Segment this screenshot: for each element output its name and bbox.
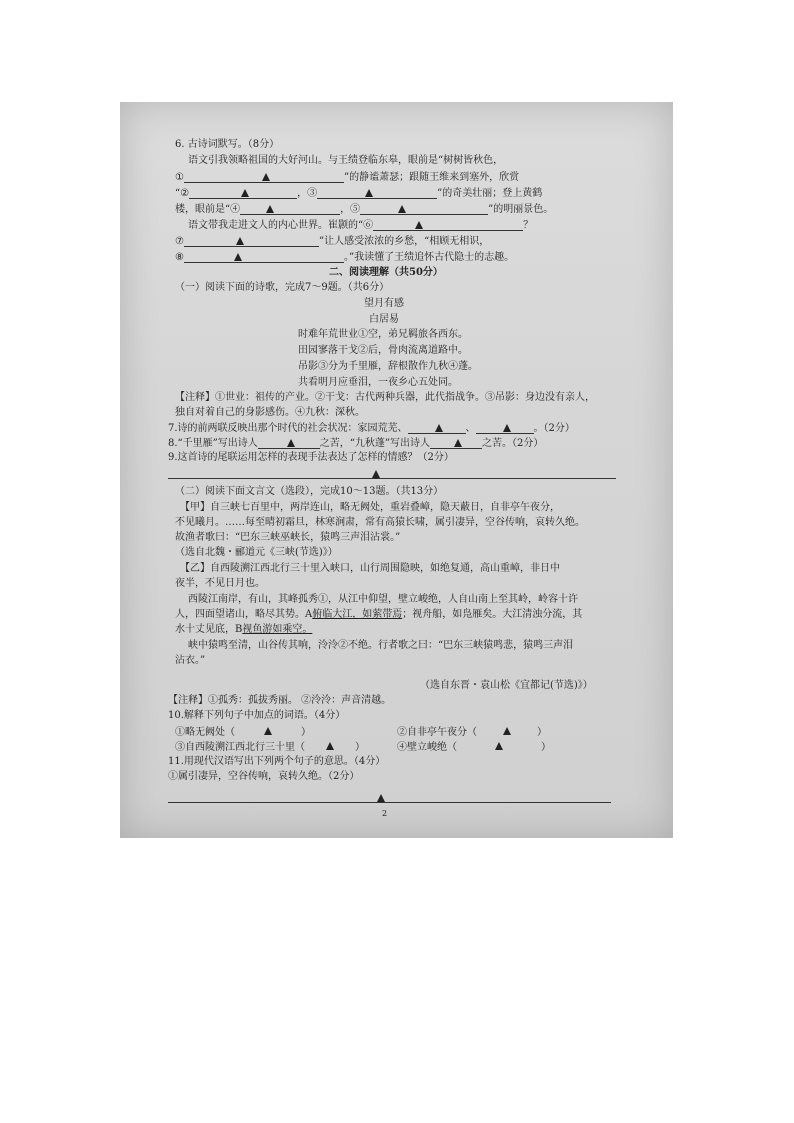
poem-title: 望月有感 bbox=[364, 298, 404, 309]
q11: 11.用现代汉语写出下列两个句子的意思。（4分） bbox=[168, 756, 386, 767]
triangle-icon bbox=[398, 205, 406, 213]
q7: 7.诗的前两联反映出那个时代的社会状况：家园荒芜、 、 。（2分） bbox=[168, 423, 575, 434]
triangle-icon bbox=[264, 727, 272, 735]
prose-yi: 人，四面望诸山，略尽其势。A俯临大江，如萦带焉；视舟船，如凫雁矣。大江清浊分流，其 bbox=[175, 609, 583, 620]
poem-notes: 独自对着自己的身影感伤。④九秋：深秋。 bbox=[175, 407, 365, 418]
q10-item-2: ②自非亭午夜分（ ） bbox=[397, 727, 547, 738]
q10-item-4: ④壁立峻绝（ ） bbox=[397, 742, 551, 753]
q6-line2: ① ”的静谧萧瑟；跟随王维来到塞外，欣赏 bbox=[175, 172, 520, 183]
q6-line5: 语文带我走进文人的内心世界。崔颢的“⑥ ？ bbox=[188, 220, 534, 231]
answer-blank-2[interactable] bbox=[189, 188, 297, 199]
triangle-icon bbox=[503, 727, 511, 735]
prose-jia: 【甲】自三峡七百里中，两岸连山，略无阙处，重岩叠嶂，隐天蔽日，自非亭午夜分， bbox=[180, 502, 560, 513]
triangle-icon bbox=[287, 439, 295, 447]
q11-item-1: ①属引凄异，空谷传响，哀转久绝。（2分） bbox=[168, 771, 360, 782]
prose-yi: 【乙】自西陵溯江西北行三十里入峡口，山行周围隐映，如绝复通，高山重嶂，非日中 bbox=[180, 563, 560, 574]
answer-blank-5[interactable] bbox=[360, 204, 488, 215]
answer-blank-q8b[interactable] bbox=[430, 438, 482, 449]
answer-blank-6[interactable] bbox=[373, 220, 523, 231]
triangle-icon bbox=[266, 205, 274, 213]
triangle-icon bbox=[503, 424, 511, 432]
prose-notes: 【注释】①孤秀：孤拔秀丽。 ②泠泠：声音清越。 bbox=[168, 695, 392, 706]
answer-blank-q7a[interactable] bbox=[408, 423, 466, 434]
q6-line3: “② ，③ ”的奇美壮丽；登上黄鹤 bbox=[175, 188, 543, 199]
answer-blank-1[interactable] bbox=[184, 172, 344, 183]
poem-line: 吊影③分为千里雁，辞根散作九秋④蓬。 bbox=[298, 361, 478, 372]
poem-line: 共看明月应垂泪，一夜乡心五处同。 bbox=[298, 377, 458, 388]
prose-yi-source: （选自东晋・袁山松《宜都记(节选)》） bbox=[420, 680, 593, 691]
triangle-icon bbox=[495, 742, 503, 750]
triangle-icon bbox=[454, 439, 462, 447]
poem-line: 时难年荒世业①空，弟兄羁旅各西东。 bbox=[298, 329, 468, 340]
triangle-icon bbox=[415, 221, 423, 229]
triangle-icon bbox=[435, 424, 443, 432]
prose-intro: （二）阅读下面文言文（选段），完成10～13题。（共13分） bbox=[175, 486, 444, 497]
q6-line1: 语文引我领略祖国的大好河山。与王绩登临东皋，眼前是“树树皆秋色， bbox=[188, 155, 504, 166]
answer-blank-8[interactable] bbox=[184, 252, 344, 263]
section-heading: 二、阅读理解（共50分） bbox=[329, 267, 443, 278]
poem-line: 田园寥落干戈②后，骨肉流离道路中。 bbox=[298, 345, 468, 356]
poem-notes: 【注释】①世业：祖传的产业。②干戈：古代两种兵器，此代指战争。③吊影：身边没有亲人， bbox=[175, 392, 595, 403]
exam-sheet bbox=[120, 102, 673, 838]
prose-yi: 西陵江南岸，有山，其峰孤秀①，从江中仰望，壁立峻绝，人自山南上至其岭，岭容十许 bbox=[188, 594, 578, 605]
answer-line-q9[interactable] bbox=[168, 478, 616, 479]
triangle-icon bbox=[377, 794, 385, 802]
prose-yi: 夜半，不见日月也。 bbox=[175, 578, 265, 589]
answer-blank-q7b[interactable] bbox=[476, 423, 534, 434]
triangle-icon bbox=[241, 189, 249, 197]
poem-author: 白居易 bbox=[369, 314, 399, 325]
q6-line7: ⑧ 。”我读懂了王绩追怀古代隐士的志趣。 bbox=[175, 252, 515, 263]
triangle-icon bbox=[236, 237, 244, 245]
q6-title: 6. 古诗词默写。（8分） bbox=[175, 139, 280, 150]
triangle-icon bbox=[234, 253, 242, 261]
q10-item-3: ③自西陵溯江西北行三十里（ ） bbox=[175, 742, 365, 753]
triangle-icon bbox=[326, 742, 334, 750]
answer-blank-7[interactable] bbox=[184, 236, 319, 247]
scanned-photo bbox=[120, 102, 673, 838]
triangle-icon bbox=[365, 189, 373, 197]
q10: 10.解释下列句子中加点的词语。（4分） bbox=[168, 710, 346, 721]
triangle-icon bbox=[372, 470, 380, 478]
answer-blank-3[interactable] bbox=[317, 188, 437, 199]
prose-yi: 水十丈见底，B视鱼游如乘空。 bbox=[175, 624, 313, 635]
answer-blank-q8a[interactable] bbox=[258, 438, 320, 449]
prose-jia: 不见曦月。……每至晴初霜旦，林寒涧肃，常有高猿长啸，属引凄异，空谷传响，哀转久绝。 bbox=[175, 517, 585, 528]
page-number: 2 bbox=[382, 809, 388, 818]
q10-item-1: ①略无阙处（ ） bbox=[175, 727, 311, 738]
prose-yi: 沾衣。” bbox=[175, 655, 206, 666]
q8: 8.“千里雁”写出诗人 之苦，“九秋蓬”写出诗人 之苦。（2分） bbox=[168, 438, 544, 449]
q6-line6: ⑦ ”让人感受浓浓的乡愁，“相顾无相识， bbox=[175, 236, 490, 247]
prose-jia-source: （选自北魏・郦道元《三峡(节选)》） bbox=[175, 547, 338, 558]
answer-line-q11[interactable] bbox=[168, 802, 611, 803]
q9: 9.这首诗的尾联运用怎样的表现手法表达了怎样的情感？（2分） bbox=[168, 452, 454, 463]
prose-jia: 故渔者歌曰：“巴东三峡巫峡长，猿鸣三声泪沾裳。” bbox=[175, 532, 401, 543]
triangle-icon bbox=[262, 173, 270, 181]
prose-yi: 峡中猿鸣至清，山谷传其响，泠泠②不绝。行者歌之曰：“巴东三峡猿鸣悲，猿鸣三声泪 bbox=[188, 640, 574, 651]
q6-line4: 楼，眼前是“④ ，⑤ ”的明丽景色。 bbox=[175, 204, 554, 215]
answer-blank-4[interactable] bbox=[240, 204, 340, 215]
poem-intro: （一）阅读下面的诗歌，完成7～9题。（共6分） bbox=[175, 282, 390, 293]
